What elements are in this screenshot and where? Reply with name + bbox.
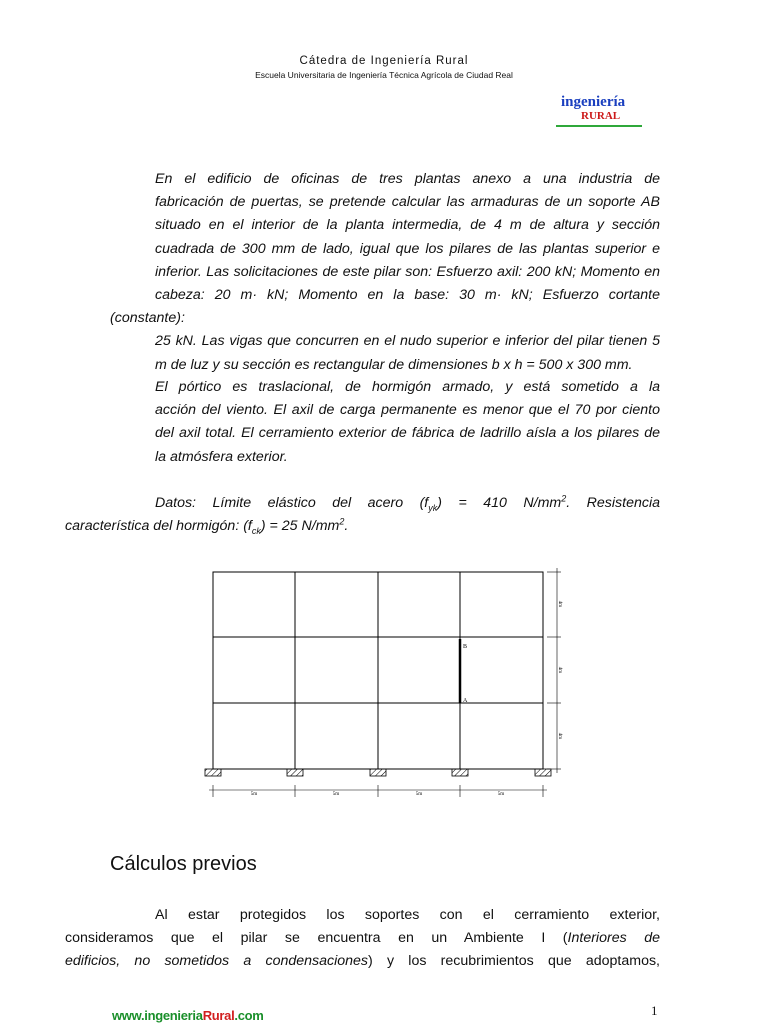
text-run: . Resistencia — [566, 495, 660, 511]
height-label: 4m — [557, 732, 562, 740]
text-run: ) = 25 N/mm — [260, 518, 340, 535]
paragraph-line: En el edificio de oficinas de tres plantas anexo a una industria de — [155, 171, 660, 187]
calculation-paragraph — [65, 904, 660, 974]
frame-outline — [213, 572, 543, 769]
url-part: .com — [234, 1008, 264, 1023]
ingenieria-rural-logo — [556, 94, 646, 134]
superscript: 2 — [561, 493, 567, 504]
fixed-support — [370, 769, 386, 776]
frame-diagram — [195, 560, 580, 810]
emphasis: edificios, no sometidos a condensaciones — [65, 953, 369, 970]
height-label: 4m — [557, 666, 562, 674]
page-number: 1 — [651, 1003, 658, 1018]
subscript: yk — [428, 502, 438, 513]
text-run: característica del hormigón: (f — [65, 518, 252, 535]
paragraph-line: cabeza: 20 m· kN; Momento en la base: 30 m· kN; Esfuerzo cortante (constante): — [110, 287, 660, 327]
paragraph-line: acción del viento. El axil de carga permanente es menor que el 70 por ciento — [155, 402, 660, 419]
paragraph-line — [65, 927, 660, 950]
paragraph-line: situado en el interior de la planta intermedia, de 4 m de altura y sección — [155, 217, 660, 234]
fixed-support — [452, 769, 468, 776]
header-title: Cátedra de Ingeniería Rural — [299, 55, 469, 67]
logo-text-bottom: RURAL — [581, 110, 621, 122]
paragraph-line: del axil total. El cerramiento exterior de fábrica de ladrillo aísla a los pilares de — [155, 425, 660, 442]
paragraph-line: la atmósfera exterior. — [155, 448, 288, 465]
span-label: 5m — [250, 792, 258, 797]
url-part-highlight: Rural — [202, 1008, 235, 1023]
footer-website-link[interactable] — [112, 1008, 264, 1023]
paragraph-line — [65, 950, 660, 973]
node-b-label: B — [463, 644, 468, 650]
paragraph-line: m de luz y su sección es rectangular de dimensiones b x h = 500 x 300 mm. — [155, 356, 633, 373]
node-a-label: A — [463, 698, 468, 704]
emphasis: Interiores de — [567, 930, 660, 947]
paragraph-line: 25 kN. Las vigas que concurren en el nudo superior e inferior del pilar tienen 5 — [155, 333, 660, 350]
span-label: 5m — [415, 792, 423, 797]
fixed-support — [535, 769, 551, 776]
text-run: Datos: Límite elástico del acero (f — [155, 495, 429, 511]
logo-underline — [556, 125, 642, 127]
subscript: ck — [251, 526, 261, 537]
paragraph-line: fabricación de puertas, se pretende calcular las armaduras de un soporte AB — [155, 194, 660, 211]
text-run: consideramos que el pilar se encuentra en un Ambiente I ( — [65, 930, 568, 947]
text-run: . — [344, 518, 349, 535]
paragraph-line: inferior. Las solicitaciones de este pilar son: Esfuerzo axil: 200 kN; Momento en — [155, 263, 660, 280]
header-subtitle: Escuela Universitaria de Ingeniería Técnica Agrícola de Ciudad Real — [255, 70, 513, 80]
span-dimension — [209, 785, 547, 797]
span-label: 5m — [332, 792, 340, 797]
height-label: 4m — [557, 600, 562, 608]
superscript: 2 — [339, 516, 345, 527]
span-label: 5m — [497, 792, 505, 797]
text-run: ) = 410 N/mm — [437, 495, 562, 511]
paragraph-line: El pórtico es traslacional, de hormigón armado, y está sometido a la — [155, 379, 660, 395]
url-part: www.ingenieria — [112, 1008, 203, 1023]
problem-paragraph-2 — [110, 376, 660, 469]
problem-paragraph-1 — [110, 168, 660, 377]
logo-text-top: ingeniería — [561, 94, 626, 110]
fixed-support — [205, 769, 221, 776]
text-run: ) y los recubrimientos que adoptamos, — [368, 953, 660, 970]
paragraph-line: cuadrada de 300 mm de lado, igual que los pilares de las plantas superior e — [155, 240, 660, 257]
supports — [205, 769, 551, 776]
paragraph-line: Al estar protegidos los soportes con el cerramiento exterior, — [155, 907, 660, 923]
paragraph-line — [65, 515, 660, 538]
paragraph-line — [110, 492, 660, 515]
section-heading: Cálculos previos — [110, 853, 257, 875]
data-paragraph — [65, 492, 660, 538]
fixed-support — [287, 769, 303, 776]
